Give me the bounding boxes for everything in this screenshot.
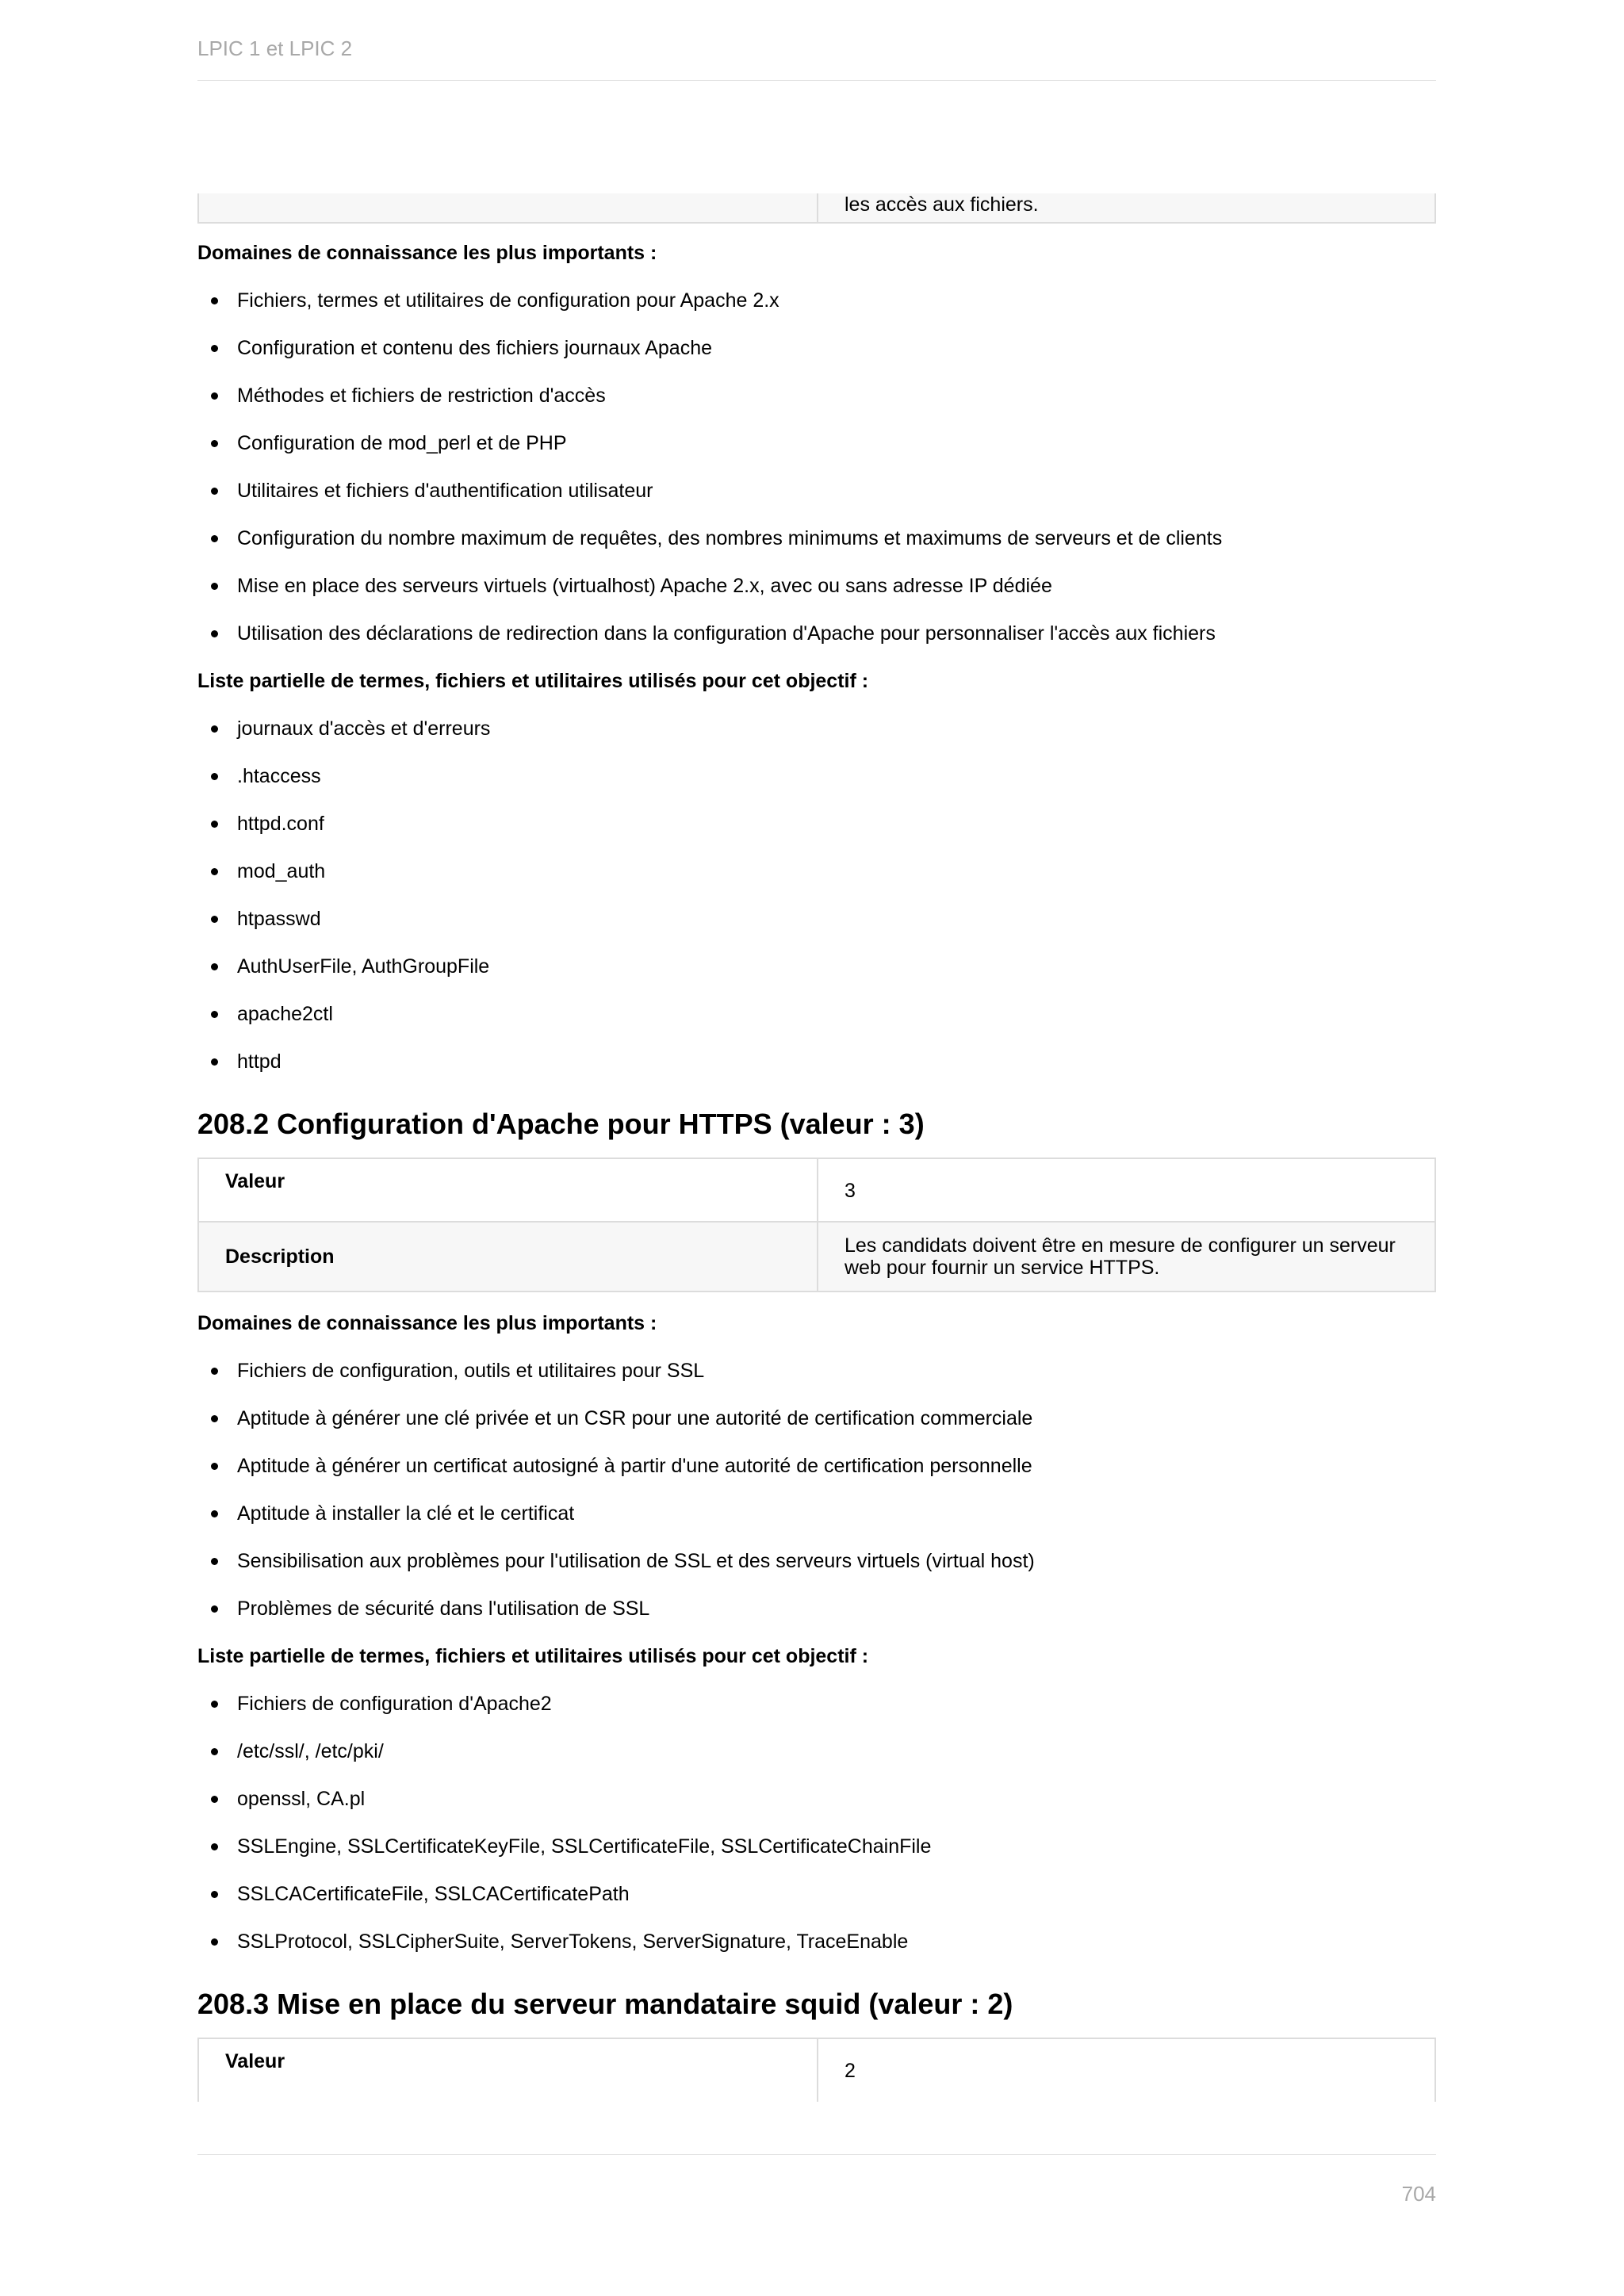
objective-table-208-2	[197, 1158, 1436, 1292]
page-footer	[197, 2154, 1436, 2218]
page-content	[197, 193, 1436, 2115]
list-item: Méthodes et fichiers de restriction d'accès	[197, 384, 1436, 408]
list-item: journaux d'accès et d'erreurs	[197, 717, 1436, 740]
knowledge-heading-208-1: Domaines de connaissance les plus importants :	[197, 242, 657, 264]
list-item: Aptitude à installer la clé et le certificat	[197, 1502, 1436, 1525]
list-item: Fichiers de configuration d'Apache2	[197, 1692, 1436, 1716]
list-item: htpasswd	[197, 907, 1436, 931]
value-cell: 3	[818, 1158, 1435, 1222]
objective-table-208-3	[197, 2038, 1436, 2102]
list-item: Problèmes de sécurité dans l'utilisation de SSL	[197, 1597, 1436, 1621]
list-item: httpd.conf	[197, 812, 1436, 836]
list-item: SSLEngine, SSLCertificateKeyFile, SSLCertificateFile, SSLCertificateChainFile	[197, 1835, 1436, 1858]
list-item: mod_auth	[197, 859, 1436, 883]
value-cell: 2	[818, 2038, 1435, 2102]
page-header	[197, 36, 1436, 81]
terms-list-208-1	[197, 717, 1436, 1073]
description-tail: les accès aux fichiers.	[818, 193, 1435, 223]
terms-heading-208-2: Liste partielle de termes, fichiers et utilitaires utilisés pour cet objectif :	[197, 1645, 869, 1667]
list-item: /etc/ssl/, /etc/pki/	[197, 1739, 1436, 1763]
list-item: SSLProtocol, SSLCipherSuite, ServerTokens, ServerSignature, TraceEnable	[197, 1930, 1436, 1954]
list-item: openssl, CA.pl	[197, 1787, 1436, 1811]
description-label: Description	[198, 1222, 818, 1292]
list-item: Mise en place des serveurs virtuels (virtualhost) Apache 2.x, avec ou sans adresse IP dédiée	[197, 574, 1436, 598]
section-title-208-3: 208.3 Mise en place du serveur mandataire squid (valeur : 2)	[197, 1988, 1013, 2020]
table-key-cell-empty	[198, 193, 818, 223]
value-label: Valeur	[198, 2038, 818, 2102]
list-item: .htaccess	[197, 764, 1436, 788]
list-item: Aptitude à générer une clé privée et un CSR pour une autorité de certification commerciale	[197, 1406, 1436, 1430]
list-item: httpd	[197, 1050, 1436, 1073]
running-title: LPIC 1 et LPIC 2	[197, 36, 353, 60]
terms-heading-208-1: Liste partielle de termes, fichiers et utilitaires utilisés pour cet objectif :	[197, 670, 869, 692]
list-item: Fichiers, termes et utilitaires de configuration pour Apache 2.x	[197, 289, 1436, 312]
list-item: Configuration et contenu des fichiers journaux Apache	[197, 336, 1436, 360]
list-item: SSLCACertificateFile, SSLCACertificatePath	[197, 1882, 1436, 1906]
knowledge-list-208-2	[197, 1359, 1436, 1621]
list-item: Sensibilisation aux problèmes pour l'utilisation de SSL et des serveurs virtuels (virtual host)	[197, 1549, 1436, 1573]
knowledge-heading-208-2: Domaines de connaissance les plus importants :	[197, 1312, 657, 1334]
list-item: AuthUserFile, AuthGroupFile	[197, 955, 1436, 978]
terms-list-208-2	[197, 1692, 1436, 1954]
list-item: apache2ctl	[197, 1002, 1436, 1026]
knowledge-list-208-1	[197, 289, 1436, 645]
list-item: Configuration du nombre maximum de requêtes, des nombres minimums et maximums de serveurs et de clients	[197, 526, 1436, 550]
list-item: Fichiers de configuration, outils et utilitaires pour SSL	[197, 1359, 1436, 1383]
list-item: Configuration de mod_perl et de PHP	[197, 431, 1436, 455]
page-number: 704	[1401, 2182, 1436, 2206]
section-title-208-2: 208.2 Configuration d'Apache pour HTTPS (valeur : 3)	[197, 1108, 925, 1140]
objective-table-208-1-tail	[197, 193, 1436, 224]
list-item: Utilisation des déclarations de redirection dans la configuration d'Apache pour personnaliser l'accès aux fichiers	[197, 622, 1436, 645]
value-label: Valeur	[198, 1158, 818, 1222]
list-item: Aptitude à générer un certificat autosigné à partir d'une autorité de certification personnelle	[197, 1454, 1436, 1478]
list-item: Utilitaires et fichiers d'authentification utilisateur	[197, 479, 1436, 503]
description-cell: Les candidats doivent être en mesure de configurer un serveur web pour fournir un service HTTPS.	[818, 1222, 1435, 1292]
